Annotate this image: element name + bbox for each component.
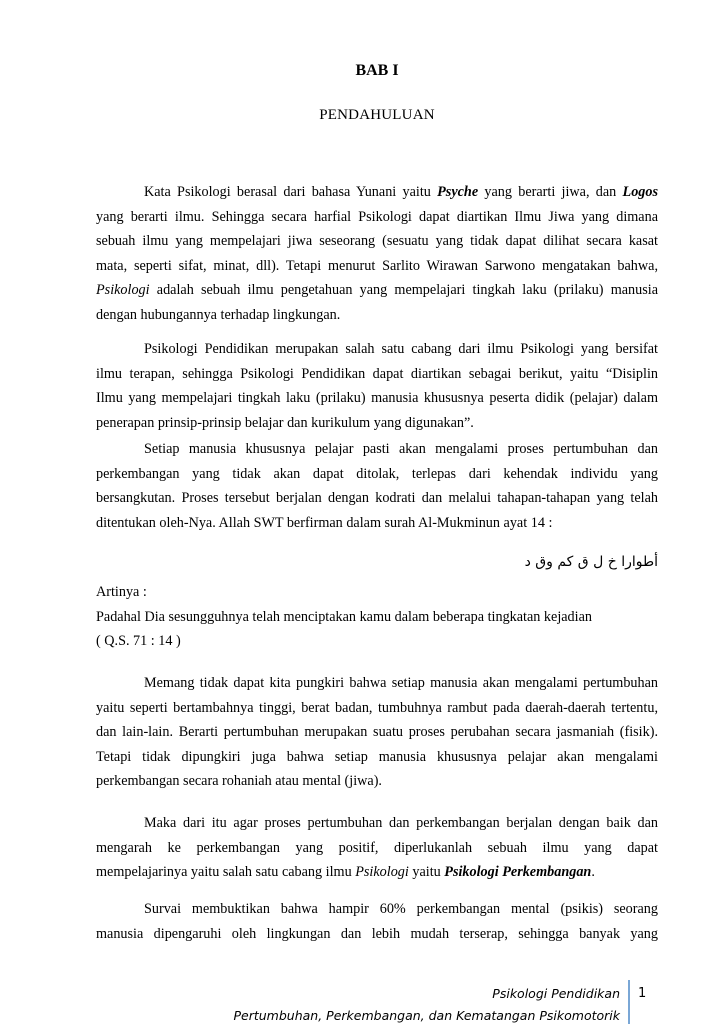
term-psyche: Psyche <box>437 184 479 200</box>
text-line: ilmu terapan, sehingga Psikologi Pendidikan dapat diartikan sebagai berikut, yaitu “Disiplin <box>96 365 658 382</box>
text-line: Psikologi Pendidikan merupakan salah satu cabang dari ilmu Psikologi yang bersifat <box>144 341 658 357</box>
term-psikologi-perkembangan: Psikologi Perkembangan <box>444 864 592 880</box>
paragraph-development <box>96 811 658 885</box>
arabic-verse: أطوارا خ ل ق كم وق د <box>524 554 658 570</box>
verse-reference: ( Q.S. 71 : 14 ) <box>96 633 181 649</box>
paragraph-growth <box>96 437 658 535</box>
text-line: mata, seperti sifat, minat, dll). Tetapi menurut Sarlito Wirawan Sarwono mengatakan bahwa, <box>96 257 658 274</box>
text-line: ditentukan oleh-Nya. Allah SWT berfirman dalam surah Al-Mukminun ayat 14 : <box>96 514 553 531</box>
paragraph-physical <box>96 671 658 794</box>
text-line: Setiap manusia khususnya pelajar pasti akan mengalami proses pertumbuhan dan <box>144 441 658 457</box>
text-line: Kata Psikologi berasal dari bahasa Yunani yaitu Psyche yang berarti jiwa, dan Logos <box>144 184 658 200</box>
term-logos: Logos <box>622 184 658 200</box>
translation-label: Artinya : <box>96 584 147 600</box>
paragraph-definition <box>96 337 658 435</box>
term-psikologi: Psikologi <box>355 864 409 880</box>
text-line: Psikologi adalah sebuah ilmu pengetahuan yang mempelajari tingkah laku (prilaku) manusia <box>96 282 658 298</box>
text-line: penerapan prinsip-prinsip belajar dan kurikulum yang digunakan”. <box>96 414 474 431</box>
footer-title: Psikologi Pendidikan <box>492 986 620 1001</box>
text-line: Tetapi tidak dipungkiri juga bahwa setiap manusia khususnya pelajar akan mengalami <box>96 748 658 765</box>
text-line: Maka dari itu agar proses pertumbuhan dan perkembangan berjalan dengan baik dan <box>144 815 658 831</box>
footer-subtitle: Pertumbuhan, Perkembangan, dan Kematangan Psikomotorik <box>233 1008 620 1023</box>
text-line: perkembangan yang tidak akan dapat ditolak, terlepas dari kehendak individu yang <box>96 465 658 482</box>
text-line: perkembangan secara rohaniah atau mental (jiwa). <box>96 773 382 789</box>
chapter-title: PENDAHULUAN <box>319 107 435 123</box>
page-number: 1 <box>638 986 647 1001</box>
text-line: dengan hubungannya terhadap lingkungan. <box>96 306 341 323</box>
text-line: bersangkutan. Proses tersebut berjalan dengan kodrati dan melalui tahapan-tahapan yang telah <box>96 490 658 506</box>
text-line: sebuah ilmu yang mempelajari jiwa seseorang (sesuatu yang tidak dapat dilihat secara kasat <box>96 233 658 249</box>
text-line: mempelajarinya yaitu salah satu cabang ilmu Psikologi yaitu Psikologi Perkembangan. <box>96 864 595 880</box>
paragraph-survey <box>96 897 658 946</box>
term-psikologi: Psikologi <box>96 282 150 298</box>
text-line: Memang tidak dapat kita pungkiri bahwa setiap manusia akan mengalami pertumbuhan <box>144 675 658 691</box>
text-line: yaitu seperti bertambahnya tinggi, berat badan, tumbuhnya rambut pada daerah-daerah tertentu, <box>96 699 658 716</box>
paragraph-intro <box>96 180 658 327</box>
text-line: Ilmu yang mempelajari tingkah laku (prilaku) manusia khususnya peserta didik (pelajar) dalam <box>96 390 658 406</box>
text-line: Survai membuktikan bahwa hampir 60% perkembangan mental (psikis) seorang <box>144 901 658 917</box>
verse-translation <box>96 580 658 654</box>
text-line: dan lain-lain. Berarti pertumbuhan merupakan suatu proses perubahan secara jasmaniah (fisik). <box>96 724 658 740</box>
text-line: manusia dipengaruhi oleh lingkungan dan lebih mudah terserap, sehingga banyak yang <box>96 925 658 942</box>
footer-divider <box>628 980 630 1024</box>
chapter-number: BAB I <box>355 62 399 79</box>
text-line: yang berarti ilmu. Sehingga secara harfial Psikologi dapat diartikan Ilmu Jiwa yang dimana <box>96 208 658 225</box>
text-line: mengarah ke perkembangan yang positif, diperlukanlah sebuah ilmu yang dapat <box>96 839 658 856</box>
translation-text: Padahal Dia sesungguhnya telah menciptakan kamu dalam beberapa tingkatan kejadian <box>96 608 592 625</box>
